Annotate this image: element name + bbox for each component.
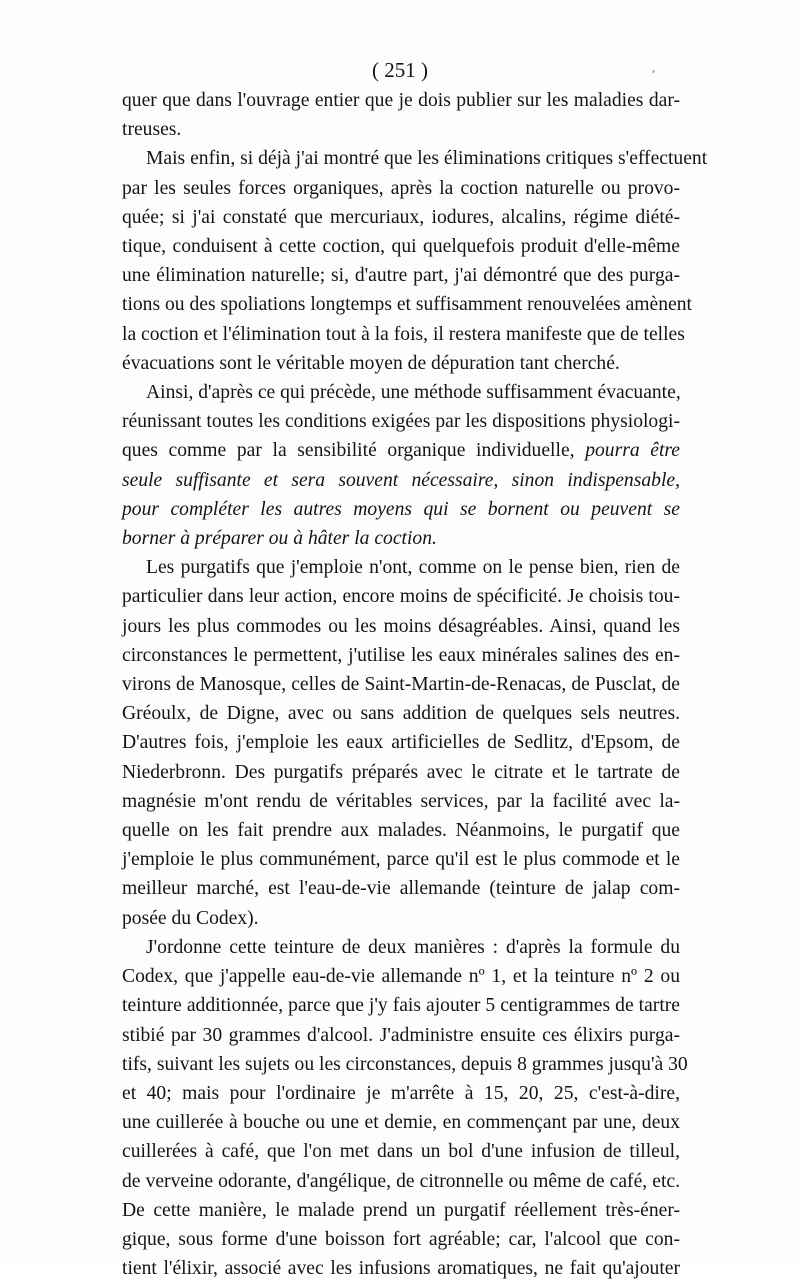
text-line: treuses.	[122, 119, 182, 141]
text-line: quer que dans l'ouvrage entier que je dois publier sur les maladies dar-	[122, 90, 680, 111]
text-line: quée; si j'ai constaté que mercuriaux, iodures, alcalins, régime diété-	[122, 206, 680, 228]
text-line: De cette manière, le malade prend un purgatif réellement très-éner-	[122, 1199, 680, 1221]
text-line: Gréoulx, de Digne, avec ou sans addition de quelques sels neutres.	[122, 703, 680, 725]
body-text	[122, 86, 708, 1283]
page-number: ( 251 )	[372, 58, 428, 82]
text-line: virons de Manosque, celles de Saint-Martin-de-Renacas, de Pusclat, de	[122, 674, 680, 696]
text-line: jours les plus commodes ou les moins désagréables. Ainsi, quand les	[122, 615, 680, 637]
text-line: Les purgatifs que j'emploie n'ont, comme on le pense bien, rien de	[146, 557, 680, 579]
text-line	[122, 495, 680, 524]
italic-span: pourra être	[585, 440, 681, 462]
text-line: gique, sous forme d'une boisson fort agréable; car, l'alcool que con-	[122, 1228, 680, 1250]
text-line: posée du Codex).	[122, 907, 259, 929]
text-line: j'emploie le plus communément, parce qu'il est le plus commode et le	[122, 849, 680, 871]
text-line: meilleur marché, est l'eau-de-vie allemande (teinture de jalap com-	[122, 878, 680, 900]
text-line: quelle on les fait prendre aux malades. Néanmoins, le purgatif que	[122, 820, 680, 842]
text-line	[122, 407, 680, 436]
text-line: particulier dans leur action, encore moins de spécificité. Je choisis tou-	[122, 586, 680, 608]
text-line: cuillerées à café, que l'on met dans un bol d'une infusion de tilleul,	[122, 1141, 680, 1163]
text-line	[122, 378, 680, 407]
text-line: par les seules forces organiques, après la coction naturelle ou provo-	[122, 177, 680, 199]
text-line: teinture additionnée, parce que j'y fais ajouter 5 centigrammes de tartre	[122, 995, 680, 1017]
text-line: Mais enfin, si déjà j'ai montré que les éliminations critiques s'effectuent	[146, 148, 708, 170]
print-speck	[652, 70, 655, 73]
text-line	[122, 466, 680, 495]
text-span: Ainsi, d'après ce qui précède, une méthode suffisamment évacuante,	[146, 382, 681, 404]
text-line: Codex, que j'appelle eau-de-vie allemande nº 1, et la teinture nº 2 ou	[122, 966, 680, 988]
text-span: ques comme par la sensibilité organique individuelle,	[122, 440, 586, 462]
text-line: tient l'élixir, associé avec les infusions aromatiques, ne fait qu'ajouter	[122, 1258, 680, 1280]
text-line: tique, conduisent à cette coction, qui quelquefois produit d'elle-même	[122, 236, 680, 258]
text-line: une élimination naturelle; si, d'autre part, j'ai démontré que des purga-	[122, 265, 680, 287]
text-line: de verveine odorante, d'angélique, de citronnelle ou même de café, etc.	[122, 1170, 680, 1192]
text-line: une cuillerée à bouche ou une et demie, en commençant par une, deux	[122, 1112, 680, 1134]
text-line: la coction et l'élimination tout à la fois, il restera manifeste que de telles	[122, 323, 685, 345]
text-line: tifs, suivant les sujets ou les circonstances, depuis 8 grammes jusqu'à 30	[122, 1053, 688, 1075]
italic-span: borner à préparer ou à hâter la coction.	[122, 528, 437, 550]
italic-span: pour compléter les autres moyens qui se bornent ou peuvent se	[122, 498, 680, 520]
text-line	[122, 436, 680, 465]
text-line: magnésie m'ont rendu de véritables services, par la facilité avec la-	[122, 790, 680, 812]
text-line: Niederbronn. Des purgatifs préparés avec le citrate et le tartrate de	[122, 761, 680, 783]
text-line: D'autres fois, j'emploie les eaux artificielles de Sedlitz, d'Epsom, de	[122, 732, 680, 754]
text-span: réunissant toutes les conditions exigées par les dispositions physiologi-	[122, 411, 680, 433]
text-line: et 40; mais pour l'ordinaire je m'arrête à 15, 20, 25, c'est-à-dire,	[122, 1082, 680, 1104]
text-line: tions ou des spoliations longtemps et suffisamment renouvelées amènent	[122, 294, 692, 316]
italic-span: seule suffisante et sera souvent nécessaire, sinon indispensable,	[122, 469, 680, 491]
text-line: J'ordonne cette teinture de deux manières : d'après la formule du	[146, 936, 680, 958]
text-line: évacuations sont le véritable moyen de dépuration tant cherché.	[122, 352, 620, 374]
text-line	[122, 524, 680, 553]
text-line: stibié par 30 grammes d'alcool. J'administre ensuite ces élixirs purga-	[122, 1024, 680, 1046]
text-line: circonstances le permettent, j'utilise les eaux minérales salines des en-	[122, 644, 680, 666]
